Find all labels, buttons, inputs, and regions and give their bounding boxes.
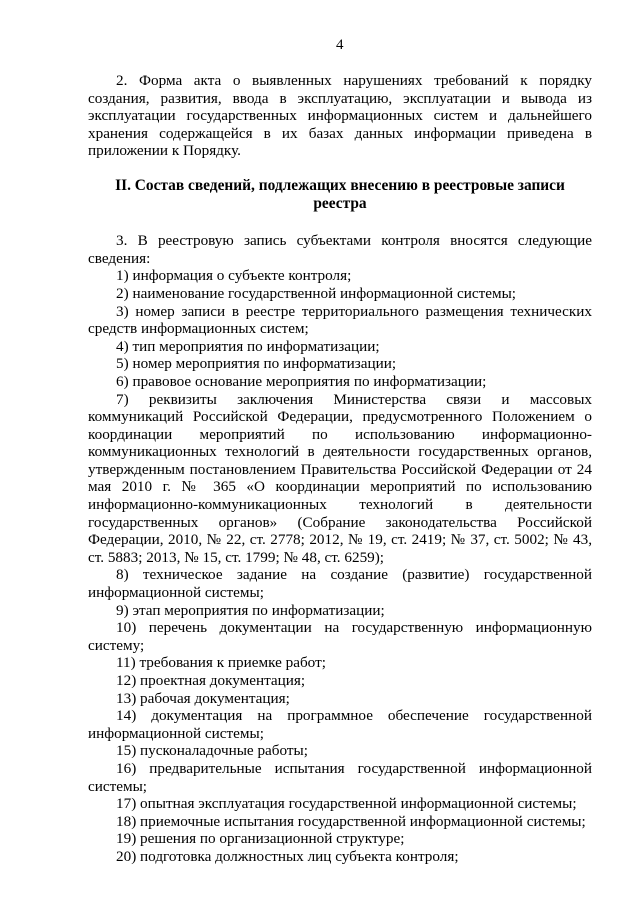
list-item-17: 17) опытная эксплуатация государственной информационной системы; — [116, 795, 577, 813]
list-item-20: 20) подготовка должностных лиц субъекта контроля; — [116, 847, 459, 865]
list-item-12: 12) проектная документация; — [116, 672, 306, 689]
list-item-2: 2) наименование государственной информационной системы; — [116, 284, 517, 302]
list-item-8: 8) техническое задание на создание (развитие) государственной информационной системы; — [88, 566, 592, 602]
list-item-5: 5) номер мероприятия по информатизации; — [116, 355, 397, 373]
document-body — [88, 72, 592, 866]
list-item-19: 19) решения по организационной структуре; — [116, 830, 405, 848]
list-item-1: 1) информация о субъекте контроля; — [116, 267, 352, 285]
list-item-11: 11) требования к приемке работ; — [116, 654, 326, 672]
paragraph-3: 3. В реестровую запись субъектами контроля вносятся следующие сведения: — [88, 232, 592, 267]
section-heading: II. Состав сведений, подлежащих внесению в реестровые записи реестра — [115, 176, 565, 212]
list-item-9: 9) этап мероприятия по информатизации; — [116, 601, 385, 619]
paragraph-2: 2. Форма акта о выявленных нарушениях требований к порядку создания, развития, ввода в эксплуатацию, эксплуатации и вывода из эксплуатации государственных информационных систем и дальнейшего хранения содержащейся в их базах данных информации приведена в приложении к Порядку. — [88, 72, 592, 160]
list-item-14: 14) документация на программное обеспечение государственной информационной системы; — [88, 707, 592, 742]
list-item-15: 15) пусконаладочные работы; — [116, 742, 308, 760]
list-item-10: 10) перечень документации на государственную информационную систему; — [88, 619, 592, 654]
list-item-7: 7) реквизиты заключения Министерства связи и массовых коммуникаций Российской Федерации, предусмотренного Положением о координации мероприятий по использованию информационно-коммуникационных технологий в деятельности государственных органов, утвержденным постановлением Правительства Российской Федерации от 24 мая 2010 г. № 365 «О координации мероприятий по использованию информационно-коммуникационных технологий в деятельности государственных органов» (Собрание законодательства Российской Федерации, 2010, № 22, ст. 2778; 2012, № 19, ст. 2419; № 37, ст. 5002; № 43, ст. 5883; 2013, № 15, ст. 1799; № 48, ст. 6259); — [88, 390, 592, 566]
list-item-3: 3) номер записи в реестре территориального размещения технических средств информационных систем; — [88, 302, 592, 338]
list-item-6: 6) правовое основание мероприятия по информатизации; — [116, 372, 487, 390]
list-item-4: 4) тип мероприятия по информатизации; — [116, 337, 380, 355]
list-item-13: 13) рабочая документация; — [116, 689, 290, 707]
list-item-16: 16) предварительные испытания государственной информационной системы; — [88, 759, 592, 795]
list-item-18: 18) приемочные испытания государственной информационной системы; — [116, 812, 586, 830]
page-number: 4 — [336, 37, 344, 53]
